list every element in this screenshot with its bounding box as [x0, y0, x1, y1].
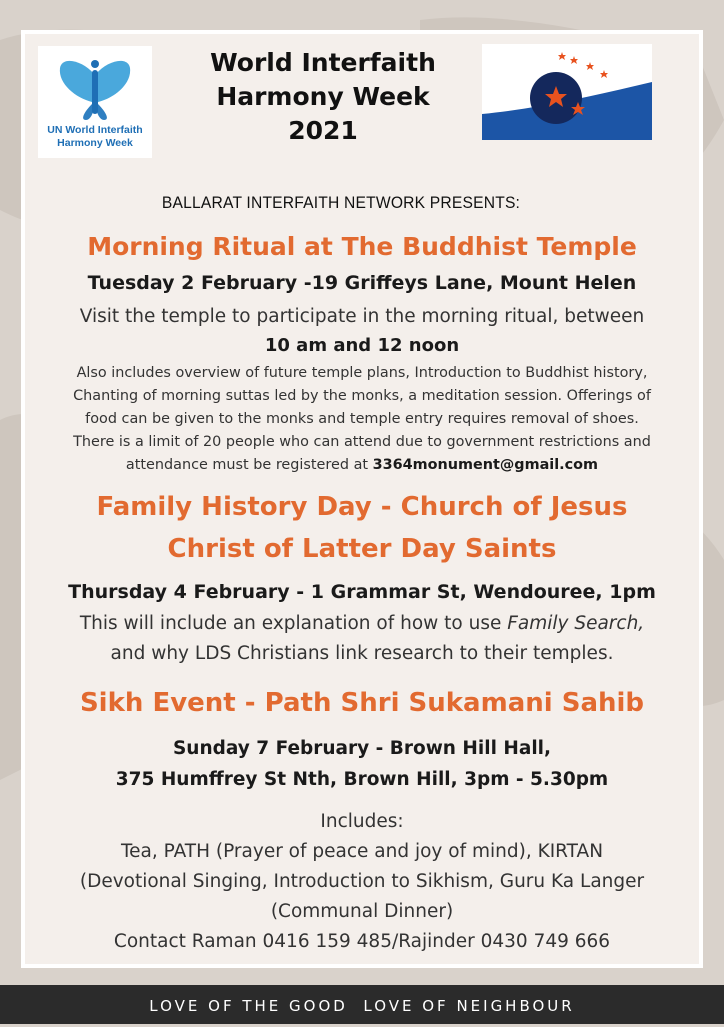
event1-detail-line: Also includes overview of future temple plans, Introduction to Buddhist history,: [76, 365, 648, 381]
event3-when-line1: Sunday 7 February - Brown Hill Hall,: [172, 738, 552, 759]
page-title: [180, 46, 466, 148]
event1-title: Morning Ritual at The Buddhist Temple: [87, 232, 637, 261]
title-line3: 2021: [288, 116, 358, 145]
presenter-line: BALLARAT INTERFAITH NETWORK PRESENTS:: [161, 193, 521, 212]
flag-stars-icon: [482, 44, 652, 140]
event1-intro: Visit the temple to participate in the morning ritual, between: [79, 306, 645, 327]
event2-when-where: Thursday 4 February - 1 Grammar St, Wendouree, 1pm: [68, 581, 656, 603]
event1-registration: [0, 457, 724, 473]
event3-includes-line: Tea, PATH (Prayer of peace and joy of mind), KIRTAN: [120, 841, 604, 862]
butterfly-icon: [58, 54, 132, 122]
event2-title-line2: Christ of Latter Day Saints: [167, 534, 557, 564]
event2-description-line2: and why LDS Christians link research to their temples.: [110, 643, 614, 664]
footer-banner: LOVE OF THE GOOD LOVE OF NEIGHBOUR: [0, 985, 724, 1024]
event3-title: Sikh Event - Path Shri Sukamani Sahib: [79, 688, 645, 718]
event3-includes-line: (Devotional Singing, Introduction to Sikhism, Guru Ka Langer: [79, 871, 645, 892]
event3-contact: Contact Raman 0416 159 485/Rajinder 0430 749 666: [113, 931, 611, 952]
un-harmony-week-logo: [38, 46, 152, 158]
title-line2: Harmony Week: [216, 82, 430, 111]
logo-caption-line2: Harmony Week: [57, 137, 133, 149]
registration-text: attendance must be registered at: [125, 457, 373, 473]
event1-detail-line: There is a limit of 20 people who can attend due to government restrictions and: [73, 434, 651, 450]
event2-description-line1: [0, 613, 724, 634]
event3-includes-label: Includes:: [320, 811, 404, 832]
title-line1: World Interfaith: [210, 48, 436, 77]
event2-desc-text: This will include an explanation of how to use: [79, 613, 508, 634]
event1-detail-line: food can be given to the monks and temple entry requires removal of shoes.: [85, 411, 639, 427]
event3-includes-line: (Communal Dinner): [270, 901, 454, 922]
contact-email-link[interactable]: 3364monument@gmail.com: [372, 457, 599, 473]
family-search-name: Family Search,: [507, 613, 645, 634]
event1-detail-line: Chanting of morning suttas led by the monks, a meditation session. Offerings of: [73, 388, 651, 404]
event1-time: 10 am and 12 noon: [264, 335, 460, 356]
event1-when-where: Tuesday 2 February -19 Griffeys Lane, Mount Helen: [87, 272, 637, 294]
event3-when-line2: 375 Humffrey St Nth, Brown Hill, 3pm - 5.30pm: [115, 769, 609, 790]
event2-title-line1: Family History Day - Church of Jesus: [96, 492, 628, 522]
logo-caption-line1: UN World Interfaith: [47, 124, 143, 136]
